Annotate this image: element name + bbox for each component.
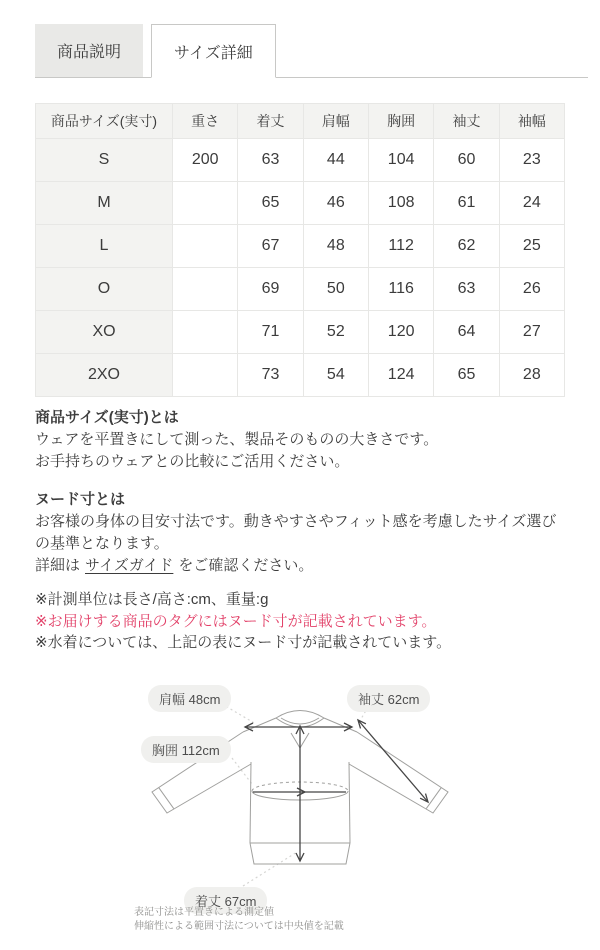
size-cell: 64 [434, 311, 499, 354]
size-cell: 24 [499, 182, 564, 225]
size-cell [173, 182, 238, 225]
nude-size-title: ヌード寸とは [35, 491, 126, 508]
product-size-line2: お手持ちのウェアとの比較にご活用ください。 [35, 453, 350, 470]
size-cell: 63 [434, 268, 499, 311]
column-header-shoulder: 肩幅 [303, 104, 368, 139]
nude-size-line2: の基準となります。 [35, 535, 169, 552]
column-header-sleeve-width: 袖幅 [499, 104, 564, 139]
right-shoulder-seam [324, 718, 357, 732]
size-guide-prefix: 詳細は [35, 557, 81, 574]
size-cell: 48 [303, 225, 368, 268]
body-right-edge [349, 762, 350, 843]
size-label: L [36, 225, 173, 268]
size-cell: 63 [238, 139, 303, 182]
shoulder-width-label: 肩幅 48cm [148, 685, 231, 712]
size-cell: 116 [368, 268, 433, 311]
size-cell: 50 [303, 268, 368, 311]
size-guide-link[interactable]: サイズガイド [85, 557, 174, 574]
size-cell: 28 [499, 354, 564, 397]
measurement-arrows [245, 720, 428, 861]
size-cell: 26 [499, 268, 564, 311]
size-cell: 73 [238, 354, 303, 397]
column-header-length: 着丈 [238, 104, 303, 139]
nude-size-section [35, 489, 570, 577]
size-cell: 71 [238, 311, 303, 354]
note-units: ※計測単位は長さ/高さ:cm、重量:g [35, 591, 269, 608]
size-cell: 120 [368, 311, 433, 354]
notes-section [35, 589, 570, 654]
diagram-footnote-line2: 伸縮性による範囲寸法については中央値を記載 [134, 921, 344, 932]
size-cell: 54 [303, 354, 368, 397]
table-row [36, 139, 565, 182]
left-cuff-line [159, 788, 174, 809]
size-cell: 108 [368, 182, 433, 225]
size-cell [173, 225, 238, 268]
note-tag-nude-size: ※お届けする商品のタグにはヌード寸が記載されています。 [35, 612, 437, 630]
table-row [36, 354, 565, 397]
size-cell: 104 [368, 139, 433, 182]
size-cell: 67 [238, 225, 303, 268]
size-cell: 69 [238, 268, 303, 311]
size-cell: 46 [303, 182, 368, 225]
nude-size-line3 [35, 555, 570, 577]
size-cell: 124 [368, 354, 433, 397]
size-cell: 27 [499, 311, 564, 354]
size-cell [173, 311, 238, 354]
size-cell: 61 [434, 182, 499, 225]
chest-arrow [253, 788, 346, 796]
right-sleeve [349, 732, 448, 813]
size-cell: 52 [303, 311, 368, 354]
size-cell: 65 [238, 182, 303, 225]
size-cell: 200 [173, 139, 238, 182]
size-label: M [36, 182, 173, 225]
product-size-title: 商品サイズ(実寸)とは [35, 409, 179, 426]
size-cell: 62 [434, 225, 499, 268]
table-row [36, 268, 565, 311]
diagram-footnote-line1: 表記寸法は平置きによる測定値 [134, 907, 274, 918]
size-label: 2XO [36, 354, 173, 397]
size-table [35, 103, 565, 397]
table-header-row [36, 104, 565, 139]
diagram-footnote [134, 906, 344, 934]
table-row [36, 182, 565, 225]
note-swimwear: ※水着については、上記の表にヌード寸が記載されています。 [35, 634, 452, 651]
size-cell: 25 [499, 225, 564, 268]
table-row [36, 311, 565, 354]
measurement-diagram [0, 680, 600, 950]
length-leader-line [243, 852, 297, 886]
size-label: XO [36, 311, 173, 354]
size-cell [173, 354, 238, 397]
collar-rib-line [281, 718, 319, 724]
size-cell: 60 [434, 139, 499, 182]
column-header-weight: 重さ [173, 104, 238, 139]
chest-label: 胸囲 112cm [141, 736, 231, 763]
product-size-section [35, 407, 570, 473]
size-guide-suffix: をご確認ください。 [178, 557, 314, 574]
tab-product-description[interactable]: 商品説明 [35, 24, 143, 77]
right-cuff-line [426, 788, 441, 809]
column-header-sleeve-length: 袖丈 [434, 104, 499, 139]
tab-bar [35, 24, 588, 78]
size-cell: 23 [499, 139, 564, 182]
size-cell: 65 [434, 354, 499, 397]
column-header-chest: 胸囲 [368, 104, 433, 139]
size-cell: 44 [303, 139, 368, 182]
column-header-size: 商品サイズ(実寸) [36, 104, 173, 139]
tab-size-details[interactable]: サイズ詳細 [151, 24, 276, 78]
table-row [36, 225, 565, 268]
nude-size-line1: お客様の身体の目安寸法です。動きやすさやフィット感を考慮したサイズ選び [35, 513, 557, 530]
sleeve-length-label: 袖丈 62cm [347, 685, 430, 712]
product-size-line1: ウェアを平置きにして測った、製品そのものの大きさです。 [35, 431, 439, 448]
size-label: O [36, 268, 173, 311]
chest-leader-line [232, 758, 252, 784]
body-length-label: 着丈 67cm [184, 887, 267, 914]
collar-outer [276, 711, 324, 719]
body-left-edge [250, 762, 251, 843]
size-cell: 112 [368, 225, 433, 268]
size-cell [173, 268, 238, 311]
size-label: S [36, 139, 173, 182]
